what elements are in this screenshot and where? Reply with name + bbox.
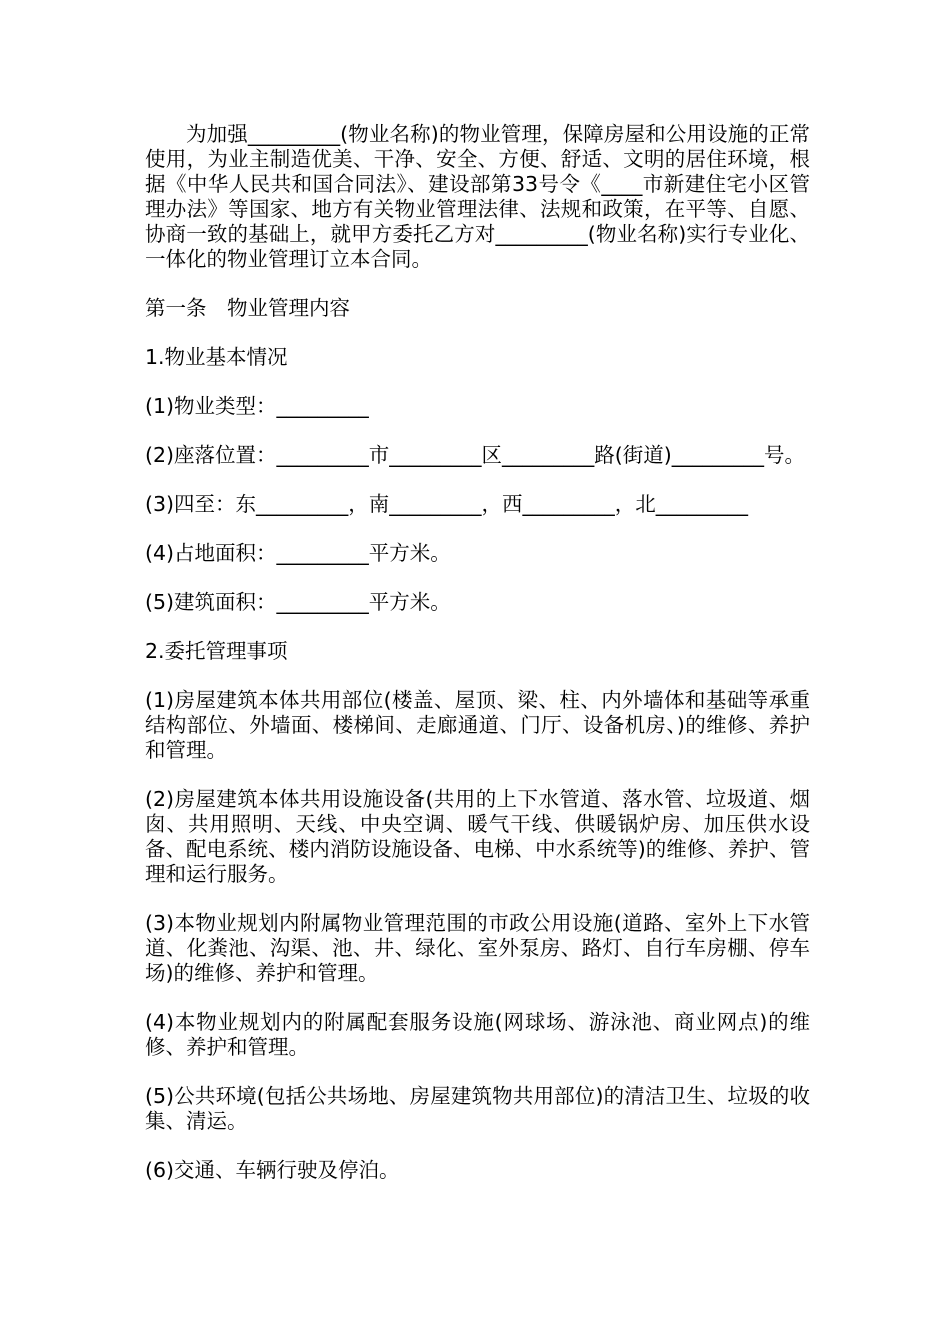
section-1-title: 1.物业基本情况 bbox=[145, 345, 288, 369]
article-1-title: 第一条 物业管理内容 bbox=[145, 296, 350, 320]
traffic-parking-item: (6)交通、车辆行驶及停泊。 bbox=[145, 1158, 400, 1182]
shared-facilities-item: (2)房屋建筑本体共用设施设备(共用的上下水管道、落水管、垃圾道、烟囱、共用照明、天线、中央空调、暖气干线、供暖锅炉房、加压供水设备、配电系统、楼内消防设施设备、电梯、中水系统等)的维修、养护、管理和运行服务。 bbox=[145, 787, 810, 886]
intro-paragraph: 为加强_________(物业名称)的物业管理，保障房屋和公用设施的正常使用，为业主制造优美、干净、安全、方便、舒适、文明的居住环境，根据《中华人民共和国合同法》、建设部第33号令《____市新建住宅小区管理办法》等国家、地方有关物业管理法律、法规和政策，在平等、自愿、协商一致的基础上，就甲方委托乙方对_________(物业名称)实行专业化、一体化的物业管理订立本合同。 bbox=[145, 122, 810, 271]
document-page bbox=[145, 122, 810, 1207]
location-item: (2)座落位置：_________市_________区_________路(街道)_________号。 bbox=[145, 443, 806, 467]
service-facilities-item: (4)本物业规划内的附属配套服务设施(网球场、游泳池、商业网点)的维修、养护和管理。 bbox=[145, 1010, 810, 1059]
shared-parts-item: (1)房屋建筑本体共用部位(楼盖、屋顶、梁、柱、内外墙体和基础等承重结构部位、外墙面、楼梯间、走廊通道、门厅、设备机房、)的维修、养护和管理。 bbox=[145, 688, 810, 762]
public-environment-item: (5)公共环境(包括公共场地、房屋建筑物共用部位)的清洁卫生、垃圾的收集、清运。 bbox=[145, 1084, 810, 1133]
building-area-item: (5)建筑面积：_________平方米。 bbox=[145, 590, 451, 614]
section-2-title: 2.委托管理事项 bbox=[145, 639, 288, 663]
municipal-facilities-item: (3)本物业规划内附属物业管理范围的市政公用设施(道路、室外上下水管道、化粪池、沟渠、池、井、绿化、室外泵房、路灯、自行车房棚、停车场)的维修、养护和管理。 bbox=[145, 911, 810, 985]
boundaries-item: (3)四至：东_________，南_________，西_________，北_________ bbox=[145, 492, 749, 516]
property-type-item: (1)物业类型：_________ bbox=[145, 394, 369, 418]
land-area-item: (4)占地面积：_________平方米。 bbox=[145, 541, 451, 565]
